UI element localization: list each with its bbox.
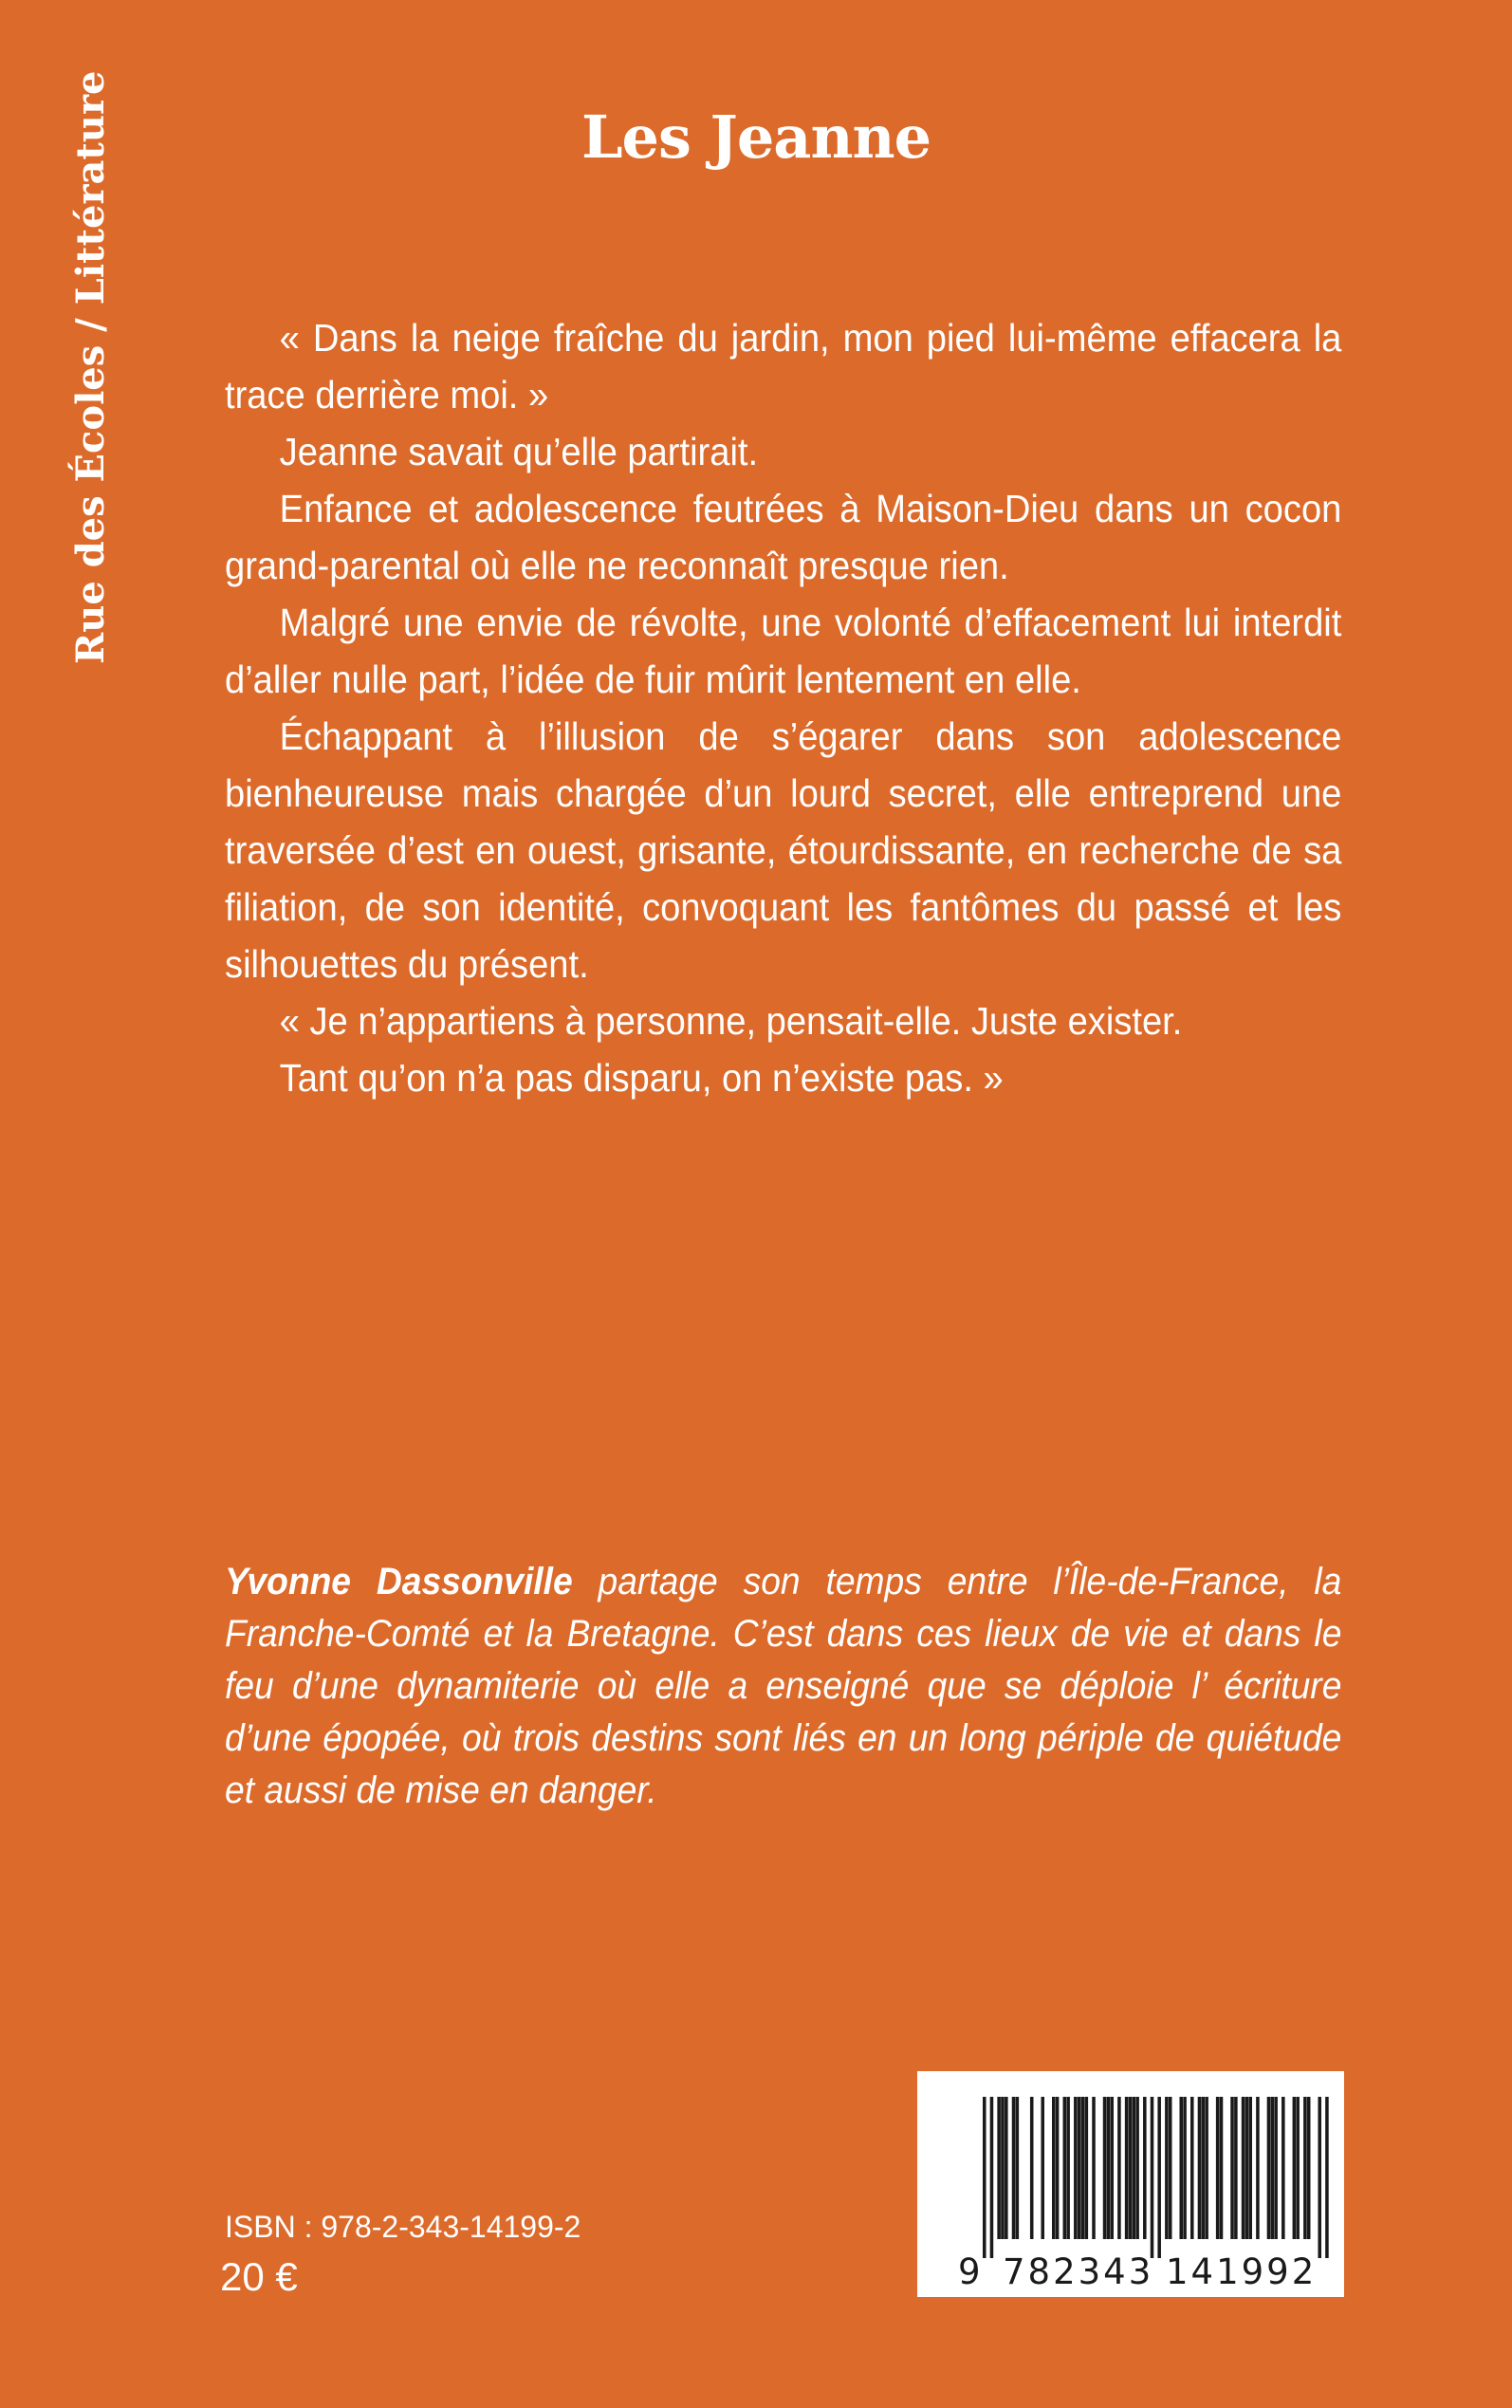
isbn-text: ISBN : 978-2-343-14199-2 <box>225 2210 581 2244</box>
barcode-left-group: 782343 <box>1003 2251 1154 2292</box>
barcode-digits <box>917 2251 1344 2292</box>
collection-label: Rue des Écoles / Littérature <box>68 70 113 664</box>
blurb-paragraph: Échappant à l’illusion de s’égarer dans son adolescence bienheureuse mais chargée d’un lourd secret, elle entreprend une traversée d’est en ouest, grisante, étourdissante, en recherche de sa filiation, de son identité, convoquant les fantômes du passé et les silhouettes du présent. <box>225 714 1342 986</box>
blurb-paragraph: Tant qu’on n’a pas disparu, on n’existe pas. » <box>279 1056 1004 1100</box>
barcode-first-digit: 9 <box>958 2251 984 2292</box>
blurb-paragraph: Enfance et adolescence feutrées à Maison-Dieu dans un cocon grand-parental où elle ne reconnaît presque rien. <box>225 487 1342 587</box>
book-title: Les Jeanne <box>581 102 931 172</box>
blurb-paragraph: « Je n’appartiens à personne, pensait-elle. Juste exister. <box>279 999 1183 1043</box>
price-text: 20 € <box>220 2254 298 2299</box>
barcode <box>917 2071 1344 2297</box>
blurb-paragraph: Malgré une envie de révolte, une volonté d’effacement lui interdit d’aller nulle part, l’idée de fuir mûrit lentement en elle. <box>225 601 1342 701</box>
author-bio-text: partage son temps entre l’Île-de-France, la Franche-Comté et la Bretagne. C’est dans ces lieux de vie et dans le feu d’une dynamiterie où elle a enseigné que se déploie l’ écriture d’une épopée, où trois destins sont liés en un long périple de quiétude et aussi de mise en danger. <box>225 1561 1342 1811</box>
author-bio <box>225 1556 1341 1817</box>
barcode-right-group: 141992 <box>1166 2251 1318 2292</box>
blurb-paragraph: Jeanne savait qu’elle partirait. <box>279 430 759 473</box>
author-name: Yvonne Dassonville <box>225 1561 573 1602</box>
back-cover-blurb <box>225 309 1341 1106</box>
book-title-container <box>0 102 1512 172</box>
blurb-paragraph: « Dans la neige fraîche du jardin, mon pied lui-même effacera la trace derrière moi. » <box>225 316 1342 417</box>
barcode-bars-icon <box>983 2097 1329 2258</box>
